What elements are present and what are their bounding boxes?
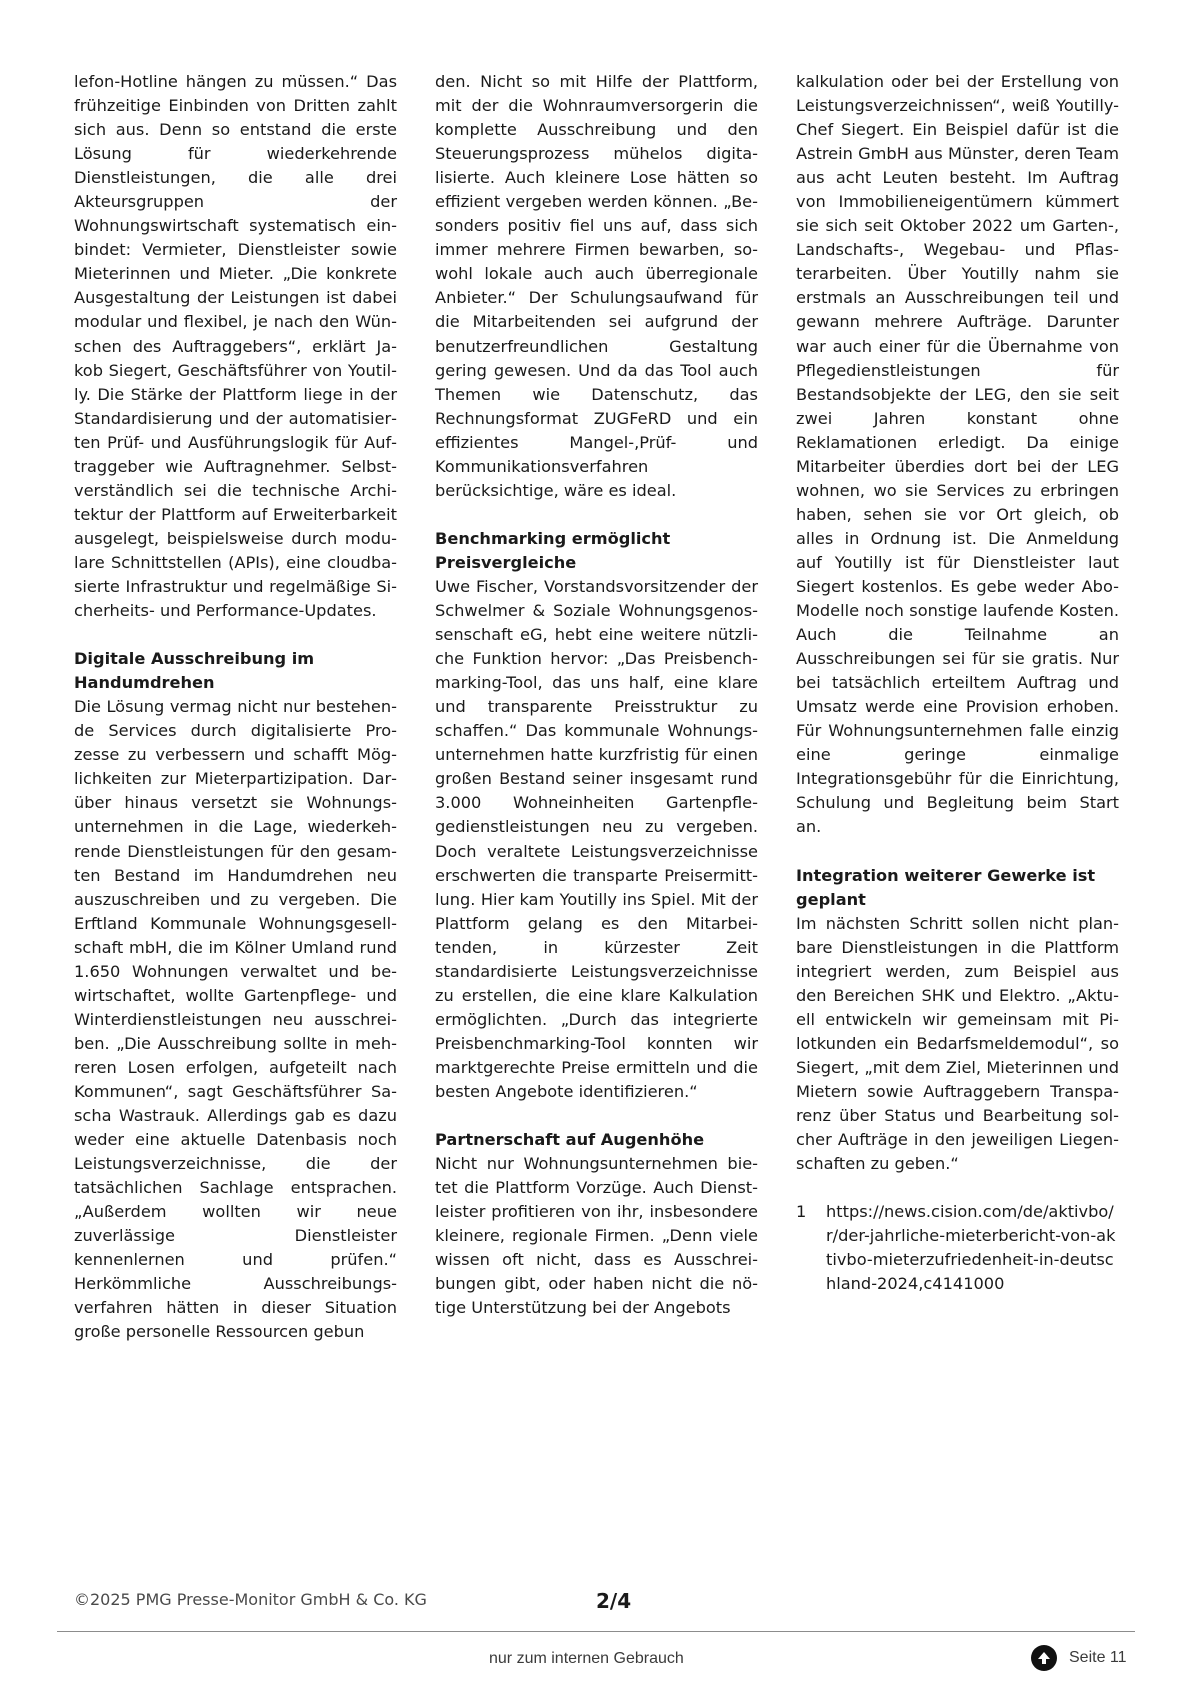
body-paragraph: Die Lösung vermag nicht nur bestehende Services durch digitalisierte Prozesse zu verbessern und schafft Möglichkeiten zur Mieterpartizipation. Darüber hinaus versetzt sie Wohnungsunternehmen in die Lage, wiederkehrende Dienstleistungen für den gesamten Bestand im Handumdrehen neu auszuschreiben und zu vergeben. Die Erftland Kommunale Wohnungsgesellschaft mbH, die im Kölner Umland rund 1.650 Wohnungen verwaltet und bewirtschaftet, wollte Gartenpflege- und Winterdienstleistungen neu ausschreiben. „Die Ausschreibung sollte in mehreren Losen erfolgen, aufgeteilt nach Kommunen“, sagt Geschäftsführer Sascha Wastrauk. Allerdings gab es dazu weder eine aktuelle Datenbasis noch Leistungsverzeichnisse, die der tatsächlichen Sachlage entsprachen. „Außerdem wollten wir neue zuverlässige Dienstleister kennenlernen und prüfen.“ Herkömmliche Ausschreibungsverfahren hätten in dieser Situation große personelle Ressourcen gebun [74, 697, 397, 1342]
footer-divider [57, 1631, 1135, 1632]
page-number-label: Seite 11 [1069, 1649, 1127, 1666]
footnote [796, 1200, 1119, 1296]
footnote-number: 1 [796, 1202, 807, 1222]
page-footer-nav [1031, 1645, 1127, 1671]
article-column-2 [435, 70, 758, 1320]
footnote-url: https://news.cision.com/de/aktivbo/r/der-jahrliche-mieterbericht-von-aktivbo-mieterzufriedenheit-in-deutschland-2024,c4141000 [826, 1202, 1116, 1294]
body-paragraph: lefon-Hotline hängen zu müssen.“ Das frühzeitige Einbinden von Dritten zahlt sich aus. Denn so entstand die erste Lösung für wiederkehrende Dienstleistungen, die alle drei Akteursgruppen der Wohnungswirtschaft systematisch einbindet: Vermieter, Dienstleister sowie Mieterinnen und Mieter. „Die konkrete Ausgestaltung der Leistungen ist dabei modular und flexibel, je nach den Wünschen des Auftraggebers“, erklärt Jakob Siegert, Geschäftsführer von Youtilly. Die Stärke der Plattform liege in der Standardisierung und der automatisierten Prüf- und Ausführungslogik für Auftraggeber wie Auftragnehmer. Selbstverständlich sei die technische Architektur der Plattform auf Erweiterbarkeit ausgelegt, beispielsweise durch modulare Schnittstellen (APIs), eine cloudbasierte Infrastruktur und regelmäßige Sicherheits- und Performance-Updates. [74, 72, 397, 621]
article-column-3 [796, 70, 1119, 1296]
body-paragraph: Im nächsten Schritt sollen nicht planbare Dienstleistungen in die Plattform integriert werden, zum Beispiel aus den Bereichen SHK und Elektro. „Aktuell entwickeln wir gemeinsam mit Pilotkunden ein Bedarfsmeldemodul“, so Siegert, „mit dem Ziel, Mieterinnen und Mietern sowie Auftraggebern Transparenz über Status und Bearbeitung solcher Aufträge in den jeweiligen Liegenschaften zu geben.“ [796, 913, 1119, 1174]
section-heading: Benchmarking ermöglicht Preisvergleiche [435, 528, 671, 572]
body-paragraph: Uwe Fischer, Vorstandsvorsitzender der Schwelmer & Soziale Wohnungsgenossenschaft eG, hebt eine weitere nützliche Funktion hervor: „Das Preisbenchmarking-Tool, das uns half, eine klare und transparente Preisstruktur zu schaffen.“ Das kommunale Wohnungsunternehmen hatte kurzfristig für einen großen Bestand seiner insgesamt rund 3.000 Wohneinheiten Gartenpflegedienstleistungen neu zu vergeben. Doch veraltete Leistungsverzeichnisse erschwerten die transparte Preisermittlung. Hier kam Youtilly ins Spiel. Mit der Plattform gelang es den Mitarbeitenden, in kürzester Zeit standardisierte Leistungsverzeichnisse zu erstellen, die eine klare Kalkulation ermöglichten. „Durch das integrierte Preisbenchmarking-Tool konnten wir marktgerechte Preise ermitteln und die besten Angebote identifizieren.“ [435, 576, 758, 1101]
arrow-up-circle-icon[interactable] [1031, 1645, 1057, 1671]
body-paragraph: kalkulation oder bei der Erstellung von Leistungsverzeichnissen“, weiß Youtilly-Chef Siegert. Ein Beispiel dafür ist die Astrein GmbH aus Münster, deren Team aus acht Leuten besteht. Im Auftrag von Immobilieneigentümern kümmert sie sich seit Oktober 2022 um Garten-, Landschafts-, Wegebau- und Pflasterarbeiten. Über Youtilly nahm sie erstmals an Ausschreibungen teil und gewann mehrere Aufträge. Darunter war auch einer für die Übernahme von Pflegedienstleistungen für Bestandsobjekte der LEG, den sie seit zwei Jahren konstant ohne Reklamationen erledigt. Da einige Mitarbeiter überdies dort bei der LEG wohnen, wo sie Services zu erbringen haben, sehen sie vor Ort gleich, ob alles in Ordnung ist. Die Anmeldung auf Youtilly ist für Dienstleister laut Siegert kostenlos. Es gebe weder Abo-Modelle noch sonstige laufende Kosten. Auch die Teilnahme an Ausschreibungen sei für sie gratis. Nur bei tatsächlich erteiltem Auftrag und Umsatz werde eine Provision erhoben. Für Wohnungsunternehmen falle einzig eine geringe einmalige Integrationsgebühr für die Einrichtung, Schulung und Begleitung beim Start an. [796, 72, 1119, 837]
internal-use-note: nur zum internen Gebrauch [489, 1650, 684, 1667]
section-heading: Digitale Ausschreibung im Handumdrehen [74, 649, 315, 693]
section-heading: Integration weiterer Gewerke ist geplant [796, 865, 1096, 909]
body-paragraph: Nicht nur Wohnungsunternehmen bietet die Plattform Vorzüge. Auch Dienstleister profitieren von ihr, insbesondere kleinere, regionale Firmen. „Denn viele wissen oft nicht, dass es Ausschreibungen gibt, oder haben nicht die nötige Unterstützung bei der Angebots [435, 1154, 758, 1318]
copyright-notice: ©2025 PMG Presse-Monitor GmbH & Co. KG [74, 1590, 427, 1609]
article-column-1 [74, 70, 397, 1344]
page-of-total: 2/4 [596, 1589, 632, 1613]
body-paragraph: den. Nicht so mit Hilfe der Plattform, mit der die Wohnraumversorgerin die komplette Ausschreibung und den Steuerungsprozess mühelos digitalisierte. Auch kleinere Lose hätten so effizient vergeben werden können. „Besonders positiv fiel uns auf, dass sich immer mehrere Firmen bewarben, sowohl lokale auch auch überregionale Anbieter.“ Der Schulungsaufwand für die Mitarbeitenden sei aufgrund der benutzerfreundlichen Gestaltung gering gewesen. Und da das Tool auch Themen wie Datenschutz, das Rechnungsformat ZUGFeRD und ein effizientes Mangel-,Prüf- und Kommunikationsverfahren berücksichtige, wäre es ideal. [435, 72, 758, 500]
section-heading: Partnerschaft auf Augenhöhe [435, 1130, 705, 1150]
